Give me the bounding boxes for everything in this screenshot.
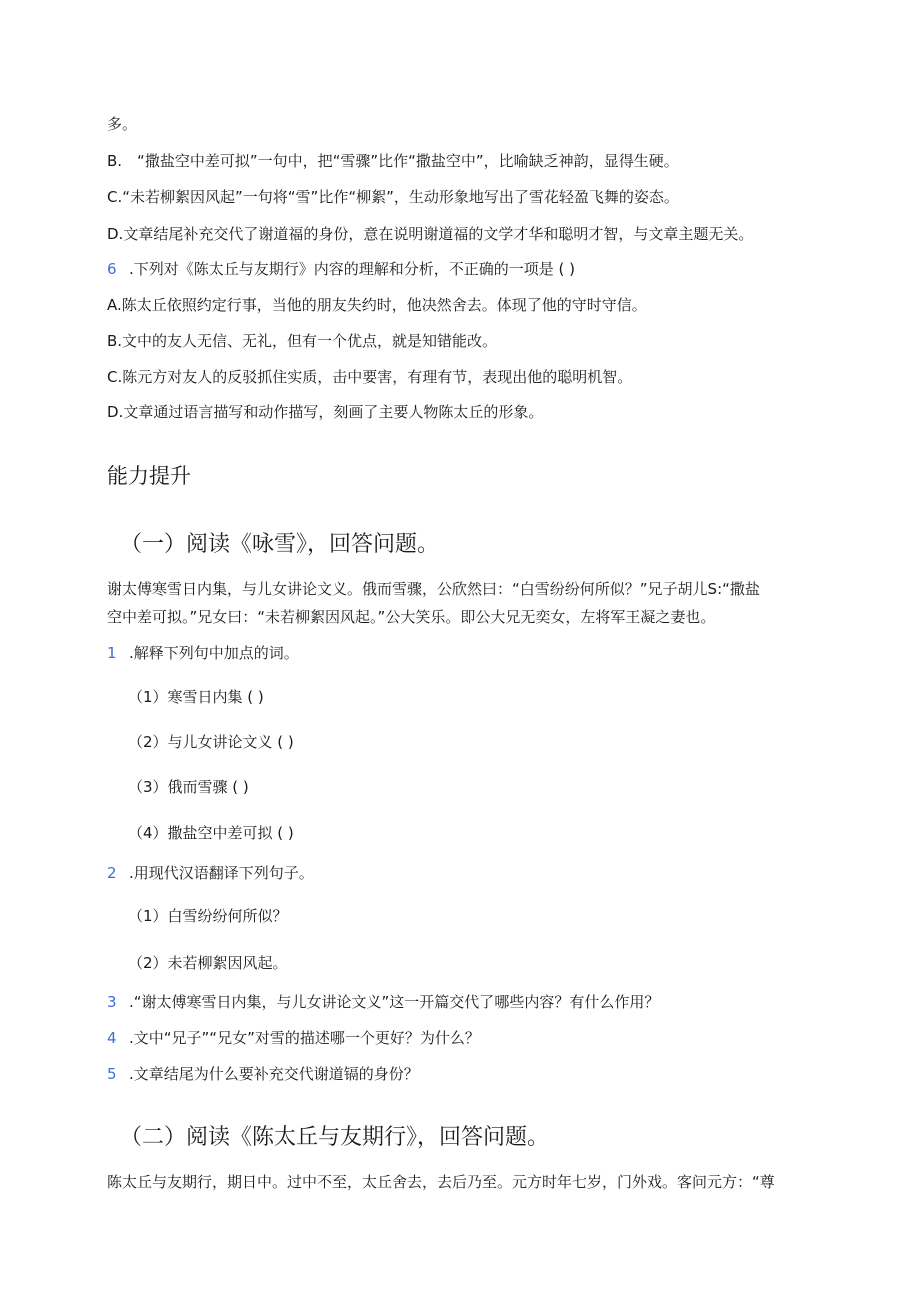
- question-number: 2: [107, 864, 117, 882]
- q1-item-3: （3）俄而雪骤 ( ): [128, 778, 249, 796]
- question-2: [107, 863, 314, 883]
- q1-item-2: （2）与儿女讲论文义 ( ): [128, 733, 294, 751]
- question-text: .用现代汉语翻译下列句子。: [129, 864, 314, 882]
- question-text: .下列对《陈太丘与友期行》内容的理解和分析，不正确的一项是 ( ): [129, 260, 576, 278]
- question-5: [107, 1064, 419, 1084]
- part2-title: （二）阅读《陈太丘与友期行》，回答问题。: [120, 1125, 550, 1150]
- option-d: D.文章结尾补充交代了谢道福的身份，意在说明谢道福的文学才华和聪明才智，与文章主题无关。: [107, 225, 754, 243]
- question-number: 6: [107, 260, 117, 278]
- part1-title: （一）阅读《咏雪》，回答问题。: [120, 532, 440, 557]
- section-title: 能力提升: [107, 464, 191, 488]
- option-b: B. “撒盐空中差可拟”一句中，把“雪骤”比作“撒盐空中”，比喻缺乏神韵，显得生硬。: [107, 152, 679, 170]
- question-number: 5: [107, 1065, 117, 1083]
- q6-option-b: B.文中的友人无信、无礼，但有一个优点，就是知错能改。: [107, 332, 498, 350]
- q1-item-1: （1）寒雪日内集 ( ): [128, 688, 264, 706]
- question-number: 4: [107, 1029, 117, 1047]
- question-4: [107, 1028, 480, 1048]
- passage-line: 陈太丘与友期行，期日中。过中不至，太丘舍去，去后乃至。元方时年七岁，门外戏。客问元方：“尊: [107, 1173, 775, 1191]
- option-c: C.“未若柳絮因风起”一句将“雪”比作“柳絮”，生动形象地写出了雪花轻盈飞舞的姿态。: [107, 188, 679, 206]
- q2-item-1: （1）白雪纷纷何所似？: [128, 907, 288, 925]
- question-3: [107, 992, 659, 1012]
- text-line-top-1: 多。: [107, 115, 138, 133]
- q6-option-c: C.陈元方对友人的反驳抓住实质，击中要害，有理有节，表现出他的聪明机智。: [107, 368, 633, 386]
- passage-line: 谢太傅寒雪日内集，与儿女讲论文义。俄而雪骤，公欣然曰：“白雪纷纷何所似？”兄子胡儿S:“撒盐: [107, 580, 760, 598]
- question-text: .文中“兄子”“兄女”对雪的描述哪一个更好？为什么？: [129, 1029, 480, 1047]
- question-text: .文章结尾为什么要补充交代谢道镉的身份？: [129, 1065, 419, 1083]
- q2-item-2: （2）未若柳絮因风起。: [128, 954, 288, 972]
- q6-option-d: D.文章通过语言描写和动作描写，刻画了主要人物陈太丘的形象。: [107, 403, 544, 421]
- question-text: .“谢太傅寒雪日内集，与儿女讲论文义”这一开篇交代了哪些内容？有什么作用？: [129, 993, 660, 1011]
- question-number: 3: [107, 993, 117, 1011]
- passage-line: 空中差可拟。”兄女曰：“未若柳絮因风起。”公大笑乐。即公大兄无奕女，左将军王凝之妻也。: [107, 608, 716, 626]
- question-1: [107, 643, 299, 663]
- q1-item-4: （4）撒盐空中差可拟 ( ): [128, 824, 294, 842]
- question-6: [107, 259, 575, 279]
- question-number: 1: [107, 644, 117, 662]
- question-text: .解释下列句中加点的词。: [129, 644, 299, 662]
- q6-option-a: A.陈太丘依照约定行事，当他的朋友失约时，他决然舍去。体现了他的守时守信。: [107, 296, 647, 314]
